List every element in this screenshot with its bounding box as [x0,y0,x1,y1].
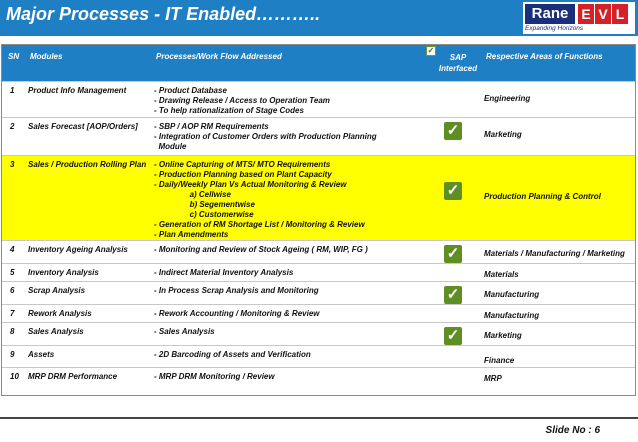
process-line: a) Cellwise [154,190,231,199]
header-sn: SN [2,45,26,82]
checkmark-icon: ✓ [444,182,462,200]
header-processes: Processes/Work Flow Addressed [152,45,424,82]
cell-processes [152,264,424,282]
checkbox-icon: ✓ [427,46,435,55]
area-label: Finance [484,356,515,365]
cell-sap [424,82,482,118]
area-label: Marketing [484,130,522,139]
area-label: Manufacturing [484,290,540,299]
header-areas: Respective Areas of Functions [482,45,635,82]
area-label: Manufacturing [484,311,540,320]
process-line: - Sales Analysis [154,327,215,336]
area-label: Marketing [484,331,522,340]
cell-area [482,264,635,282]
logo-evl-v: V [595,4,611,24]
cell-sap [424,241,482,264]
checkmark-icon: ✓ [444,245,462,263]
process-line: - To help rationalization of Stage Codes [154,106,304,115]
logo-rane: Rane [525,4,575,24]
table-row [2,82,635,118]
cell-sn: 5 [10,268,15,277]
process-line: - MRP DRM Monitoring / Review [154,372,275,381]
process-line: - Production Planning based on Plant Capacity [154,170,332,179]
logo-evl-e: E [578,4,594,24]
cell-module: Inventory Ageing Analysis [28,245,128,254]
process-line: Module [154,142,187,151]
table-row [2,118,635,156]
table-row [2,323,635,346]
cell-processes [152,282,424,305]
checkmark-icon: ✓ [444,327,462,345]
table-row [2,241,635,264]
cell-module: Scrap Analysis [28,286,86,295]
cell-area [482,82,635,118]
cell-sap [424,368,482,390]
cell-module: Assets [28,350,55,359]
table-row [2,264,635,282]
process-line: - Online Capturing of MTS/ MTO Requirements [154,160,331,169]
cell-processes [152,118,424,156]
cell-module: Inventory Analysis [28,268,99,277]
process-line: - Monitoring and Review of Stock Ageing ( RM, WIP, FG ) [154,245,368,254]
logo-tagline: Expanding Horizons [525,25,584,32]
process-line: - Indirect Material Inventory Analysis [154,268,294,277]
process-line: - In Process Scrap Analysis and Monitoring [154,286,319,295]
process-line: - Rework Accounting / Monitoring & Review [154,309,320,318]
process-line: - Plan Amendments [154,230,229,239]
checkmark-icon: ✓ [444,286,462,304]
processes-table-container [1,44,636,396]
cell-area [482,323,635,346]
title-bar [0,0,638,36]
cell-sn: 6 [10,286,15,295]
cell-module: Product Info Management [28,86,127,95]
footer-divider [0,417,638,419]
cell-sn: 7 [10,309,15,318]
checkmark-icon: ✓ [444,122,462,140]
cell-module: Sales / Production Rolling Plan [26,156,152,241]
cell-sn: 8 [10,327,15,336]
header-sap: ✓ SAP Interfaced [424,45,482,82]
cell-processes [152,305,424,323]
slide-number: Slide No : 6 [545,425,600,436]
cell-area [482,368,635,390]
area-label: MRP [484,374,502,383]
cell-sn: 1 [10,86,15,95]
cell-sap [424,346,482,368]
table-row [2,346,635,368]
cell-sn: 10 [10,372,19,381]
table-row [2,305,635,323]
cell-sap [424,323,482,346]
process-line: - SBP / AOP RM Requirements [154,122,269,131]
cell-sn: 9 [10,350,15,359]
process-line: - Generation of RM Shortage List / Monitoring & Review [154,220,365,229]
cell-processes [152,346,424,368]
cell-area [482,241,635,264]
cell-module: Sales Analysis [28,327,84,336]
cell-module: Rework Analysis [28,309,92,318]
cell-area [482,305,635,323]
cell-processes [152,368,424,390]
area-label: Production Planning & Control [484,192,601,201]
logo-evl [578,4,629,24]
cell-sn: 2 [10,122,15,131]
cell-area [482,118,635,156]
cell-area [482,282,635,305]
cell-sn: 3 [2,156,26,241]
logo-evl-l: L [612,4,628,24]
process-line: - Daily/Weekly Plan Vs Actual Monitoring & Review [154,180,347,189]
cell-processes [152,156,424,241]
company-logo [523,2,635,34]
cell-area [482,346,635,368]
cell-sn: 4 [10,245,15,254]
table-row [2,368,635,390]
header-modules: Modules [26,45,152,82]
area-label: Materials [484,270,519,279]
cell-processes [152,241,424,264]
process-line: - 2D Barcoding of Assets and Verification [154,350,311,359]
table-row [2,156,635,241]
cell-sap [424,282,482,305]
cell-module: Sales Forecast [AOP/Orders] [28,122,138,131]
cell-module: MRP DRM Performance [28,372,118,381]
process-line: - Drawing Release / Access to Operation Team [154,96,330,105]
cell-processes [152,82,424,118]
cell-processes [152,323,424,346]
cell-sap [424,264,482,282]
cell-sap [424,305,482,323]
area-label: Materials / Manufacturing / Marketing [484,249,625,258]
cell-area [482,156,635,241]
process-line: b) Segementwise [154,200,255,209]
process-line: - Product Database [154,86,227,95]
slide-title: Major Processes - IT Enabled……….. [6,4,321,24]
process-line: c) Customerwise [154,210,254,219]
area-label: Engineering [484,94,531,103]
processes-table [2,45,635,390]
process-line: - Integration of Customer Orders with Production Planning [154,132,377,141]
table-row [2,282,635,305]
table-header-row [2,45,635,82]
cell-sap [424,118,482,156]
cell-sap [424,156,482,241]
